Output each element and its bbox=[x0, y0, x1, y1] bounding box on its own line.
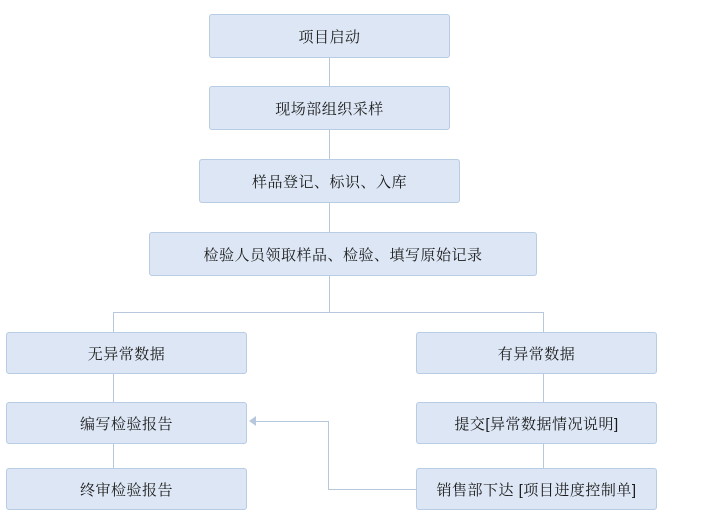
connector-registration-to-inspection bbox=[329, 203, 330, 232]
node-label: 项目启动 bbox=[298, 28, 361, 46]
node-label: 检验人员领取样品、检验、填写原始记录 bbox=[203, 246, 483, 264]
node-label: 现场部组织采样 bbox=[275, 100, 384, 118]
node-has-abnormal-data[interactable] bbox=[416, 332, 657, 374]
node-label: 编写检验报告 bbox=[79, 415, 173, 433]
connector-bus-to-no-abnormal bbox=[113, 312, 114, 332]
node-label: 终审检验报告 bbox=[79, 481, 173, 499]
node-sample-registration[interactable] bbox=[199, 159, 460, 203]
node-label: 有异常数据 bbox=[497, 345, 576, 363]
node-final-inspection-report[interactable] bbox=[6, 468, 247, 510]
connector-feedback-v bbox=[328, 421, 329, 489]
node-no-abnormal-data[interactable] bbox=[6, 332, 247, 374]
connector-split-bus bbox=[113, 312, 543, 313]
node-label: 无异常数据 bbox=[87, 345, 166, 363]
connector-bus-to-has-abnormal bbox=[543, 312, 544, 332]
connector-inspection-to-bus bbox=[329, 276, 330, 312]
node-submit-abnormal-explanation[interactable] bbox=[416, 402, 657, 444]
connector-write-report-to-final-report bbox=[113, 444, 114, 468]
connector-no-abnormal-to-write-report bbox=[113, 374, 114, 402]
connector-start-to-sampling bbox=[329, 58, 330, 86]
node-sales-progress-control[interactable] bbox=[416, 468, 657, 510]
node-label: 销售部下达 [项目进度控制单] bbox=[436, 481, 637, 499]
node-write-inspection-report[interactable] bbox=[6, 402, 247, 444]
connector-has-abnormal-to-submit bbox=[543, 374, 544, 402]
node-label: 提交[异常数据情况说明] bbox=[454, 415, 619, 433]
connector-feedback-to-write-report-h bbox=[256, 421, 328, 422]
node-project-start[interactable] bbox=[209, 14, 450, 58]
connector-submit-to-sales bbox=[543, 444, 544, 468]
arrow-left-icon bbox=[249, 416, 256, 426]
connector-sales-to-feedback-h bbox=[328, 489, 416, 490]
node-site-sampling[interactable] bbox=[209, 86, 450, 130]
node-label: 样品登记、标识、入库 bbox=[251, 173, 407, 191]
node-inspection-record[interactable] bbox=[149, 232, 537, 276]
connector-sampling-to-registration bbox=[329, 130, 330, 159]
